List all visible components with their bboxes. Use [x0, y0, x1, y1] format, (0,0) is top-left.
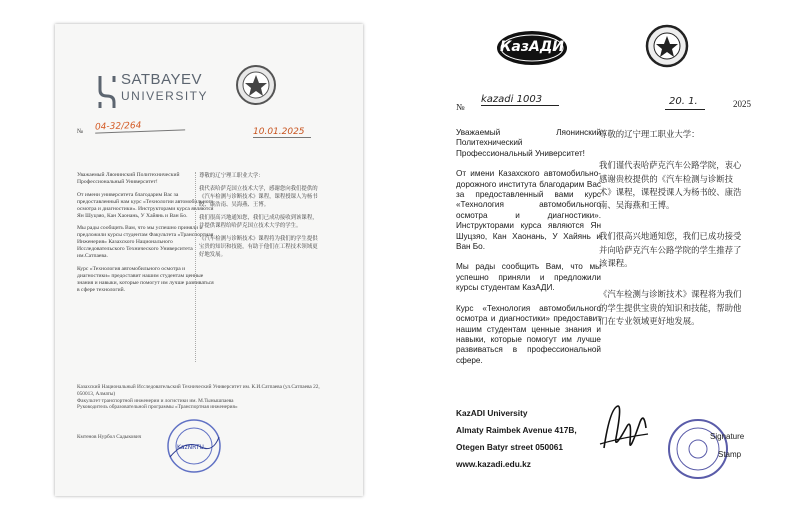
- letter-date: 10.01.2025: [253, 127, 311, 138]
- stamp-label: Stamp: [718, 450, 742, 459]
- satbayev-letter: [55, 24, 363, 496]
- signature-icon: [596, 398, 652, 458]
- greeting: Уважаемый Ляонинский Политехнический Профессиональный Университет!: [456, 128, 601, 158]
- paragraph: Курс «Технология автомобильного осмотра и диагностики» предоставит нашим студентам ценные знания и навыки, которые помогут им лучше развиваться в сфере технологий.: [77, 265, 214, 293]
- university-address: KazADI University Almaty Raimbek Avenue 417B, Otegen Batyr street 050061 www.kazadi.edu.kz: [456, 408, 577, 469]
- kazadi-logo-text: КазАДИ: [499, 39, 565, 55]
- reference-number: kazadi 1003: [481, 94, 559, 106]
- paragraph: 我们很高兴地通知您，我们已成功接收到该课程，并提供课程给哈萨克国立技术大学的学生。: [199, 215, 318, 229]
- satbayev-logo-icon: [97, 72, 117, 112]
- signature-label: Signature: [710, 432, 745, 441]
- paragraph: 我们谨代表哈萨克汽车公路学院，衷心感谢贵校提供的《汽车检测与诊断技术》课程，课程授课人为杨书皎、康浩南、吴海燕和王博。: [599, 160, 742, 211]
- number-label: №: [456, 102, 465, 112]
- date-underline: [665, 109, 705, 110]
- chinese-text-column: [199, 172, 321, 264]
- paragraph: 《汽车检测与诊断技术》课程将为我们的学生提供宝贵的知识和技能，帮助他们在专业领域更好地发展。: [599, 289, 742, 326]
- emblem-seal-icon: [235, 64, 277, 106]
- paragraph: Мы рады сообщить Вам, что мы успешно приняли и предложили курсы студентам Факультета «Транспортная Инженерия» Казахского Национального Исследовательского Технического Университета им.Сатпаева.: [77, 225, 214, 260]
- paragraph: 《汽车检测与诊断技术》课程将为我们的学生提供宝贵的知识和技能，有助于他们在工程技术领域更好地发展。: [199, 236, 318, 258]
- official-stamp-icon: [667, 418, 729, 480]
- paragraph: 我们很高兴地通知您，我们已成功接受并向哈萨克汽车公路学院的学生推荐了该课程。: [599, 231, 742, 269]
- emblem-seal-icon: [645, 24, 689, 68]
- greeting: 尊敬的辽宁理工职业大学：: [199, 173, 264, 179]
- column-divider: [195, 172, 196, 362]
- kazadi-letter: [403, 0, 800, 513]
- paragraph: От имени университета благодарим Вас за предоставленный нам курс «Технологии автомобильного осмотра и диагностики». Инструкторами курса являются Ян Шуцзяо, Кан Хаонань, У Хайянь и Ван Бо.: [77, 191, 214, 219]
- greeting: Уважаемый Ляонинский Политехнический Профессиональный Университет!: [77, 172, 180, 185]
- signatory-name: Кмтенов Нурбол Садыкович: [77, 434, 142, 440]
- paragraph: От имени Казахского автомобильно-дорожного института благодарим Вас за предоставленный вами курс «Технология автомобильного осмотра и диагностики». Инструкторами курса являются Ян Шуцзяо, Кан Хаонань, У Хайянь и Ван Бо.: [456, 169, 601, 252]
- letter-footer: Казахский Национальный Исследовательский Технический Университет им. К.И.Сатпаева (ул.Сатпаева 22, 050013, Алматы) Факультет транспортной инженерии и логистики им. М.Тынышпаева Руководитель образовательной программы «Транспортная инженерия»: [77, 384, 320, 411]
- greeting: 尊敬的辽宁理工职业大学：: [599, 129, 700, 139]
- reference-number: 04-32/264: [95, 119, 185, 133]
- number-label: №: [77, 128, 84, 135]
- paragraph: Курс «Технология автомобильного осмотра и диагностики» предоставит нашим студентам ценные знания и навыки, которые помогут им лучше развиваться в профессиональной сфере.: [456, 303, 601, 365]
- stamp-text: KazNRTU: [177, 444, 204, 451]
- russian-text-column: [456, 128, 601, 376]
- letter-year: 2025: [733, 99, 751, 109]
- paragraph: 我代表哈萨克国立技术大学，感谢您向我们提供的《汽车检测与诊断技术》课程，课程授课人为杨书皎、康浩南、吴海燕、王博。: [199, 186, 318, 208]
- paragraph: Мы рады сообщить Вам, что мы успешно приняли и предложили курсы студентам КазАДИ.: [456, 262, 601, 293]
- letter-date: 20. 1.: [669, 96, 698, 107]
- university-name: SATBAYEV UNIVERSITY: [121, 71, 209, 103]
- chinese-text-column: [599, 128, 744, 346]
